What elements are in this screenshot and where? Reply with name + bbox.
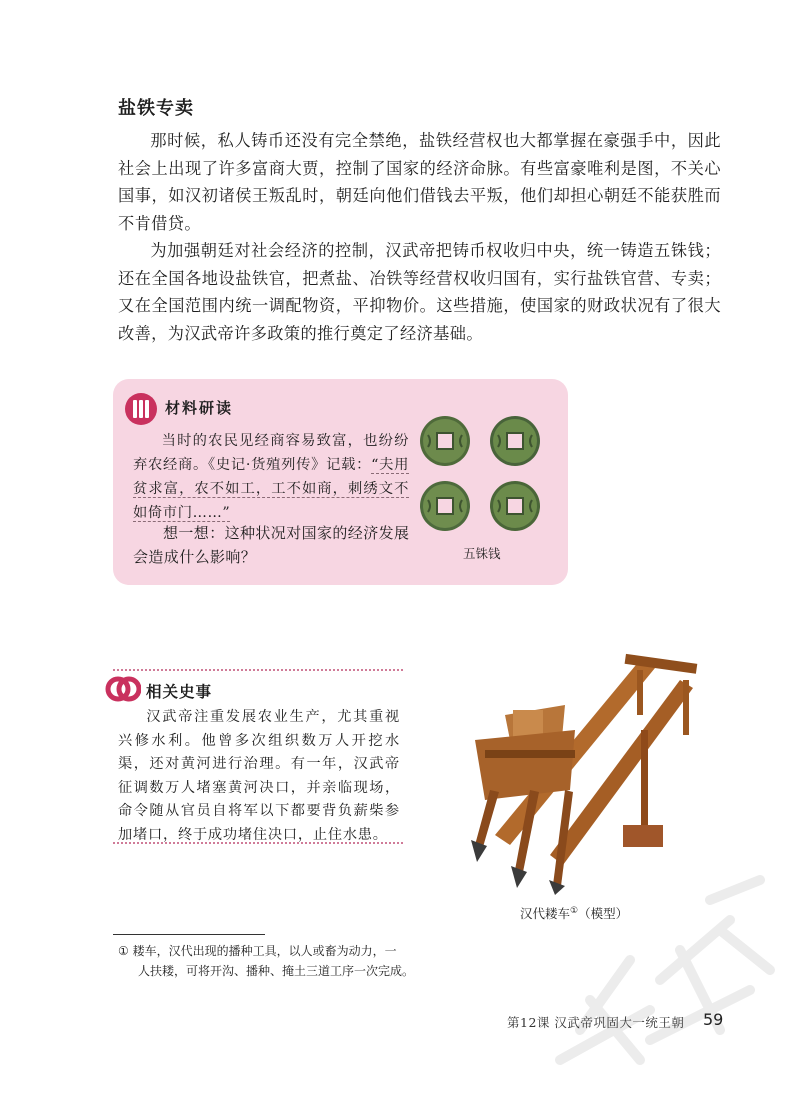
wuzhu-coin-image xyxy=(419,480,471,532)
related-history-text: 汉武帝注重发展农业生产，尤其重视兴修水利。他曾多次组织数万人开挖水渠，还对黄河进行治理。有一年，汉武帝征调数万人堵塞黄河决口，并亲临现场，命令随从官员自将军以下都要背负薪柴参加堵口，终于成功堵住决口，止住水患。 xyxy=(118,709,400,843)
footnote-ref: ① xyxy=(570,905,579,916)
page-number: 59 xyxy=(703,1010,724,1029)
wuzhu-coin-image xyxy=(489,415,541,467)
footnote-marker: ① xyxy=(118,944,129,958)
material-reading-box xyxy=(113,379,568,585)
footnote-rule xyxy=(113,934,265,935)
material-reading-title: 材料研读 xyxy=(165,399,234,417)
material-intro: 当时的农民见经商容易致富，也纷纷弃农经商。《史记·货殖列传》记载： xyxy=(133,433,409,473)
footnote xyxy=(118,941,448,981)
related-history-icon xyxy=(105,671,141,707)
divider xyxy=(113,669,403,671)
paragraph-1: 那时候，私人铸币还没有完全禁绝，盐铁经营权也大都掌握在豪强手中，因此社会上出现了许多富商大贾，控制了国家的经济命脉。有些富豪唯利是图，不关心国事，如汉初诸侯王叛乱时，朝廷向他们借钱去平叛，他们却担心朝廷不能获胜而不肯借贷。 xyxy=(118,131,721,233)
paragraph-2: 为加强朝廷对社会经济的控制，汉武帝把铸币权收归中央，统一铸造五铢钱；还在全国各地设盐铁官，把煮盐、冶铁等经营权收归国有，实行盐铁官营、专卖；又在全国范围内统一调配物资，平抑物价。这些措施，使国家的财政状况有了很大改善，为汉武帝许多政策的推行奠定了经济基础。 xyxy=(118,241,721,343)
caption-main: 汉代耧车 xyxy=(520,906,571,921)
coin-caption: 五铢钱 xyxy=(463,546,501,561)
material-quote: “夫用贫求富，农不如工，工不如商，刺绣文不如倚市门……” xyxy=(133,457,410,521)
divider xyxy=(113,842,403,844)
caption-suffix: （模型） xyxy=(578,906,629,921)
lesson-title-footer: 第12课 汉武帝巩固大一统王朝 xyxy=(507,1015,685,1030)
think-question: 想一想：这种状况对国家的经济发展会造成什么影响？ xyxy=(133,524,410,566)
wuzhu-coin-image xyxy=(419,415,471,467)
footnote-line-2: 人扶耧，可将开沟、播种、掩土三道工序一次完成。 xyxy=(138,964,415,978)
section-title: 盐铁专卖 xyxy=(118,98,194,119)
seed-drill-image xyxy=(455,640,720,895)
wuzhu-coin-image xyxy=(489,480,541,532)
material-reading-icon xyxy=(125,393,157,425)
related-history-title: 相关史事 xyxy=(146,683,213,701)
material-reading-text xyxy=(133,429,409,525)
footnote-line-1: 耧车，汉代出现的播种工具，以人或畜为动力，一 xyxy=(132,944,397,958)
watermark xyxy=(520,860,780,1110)
